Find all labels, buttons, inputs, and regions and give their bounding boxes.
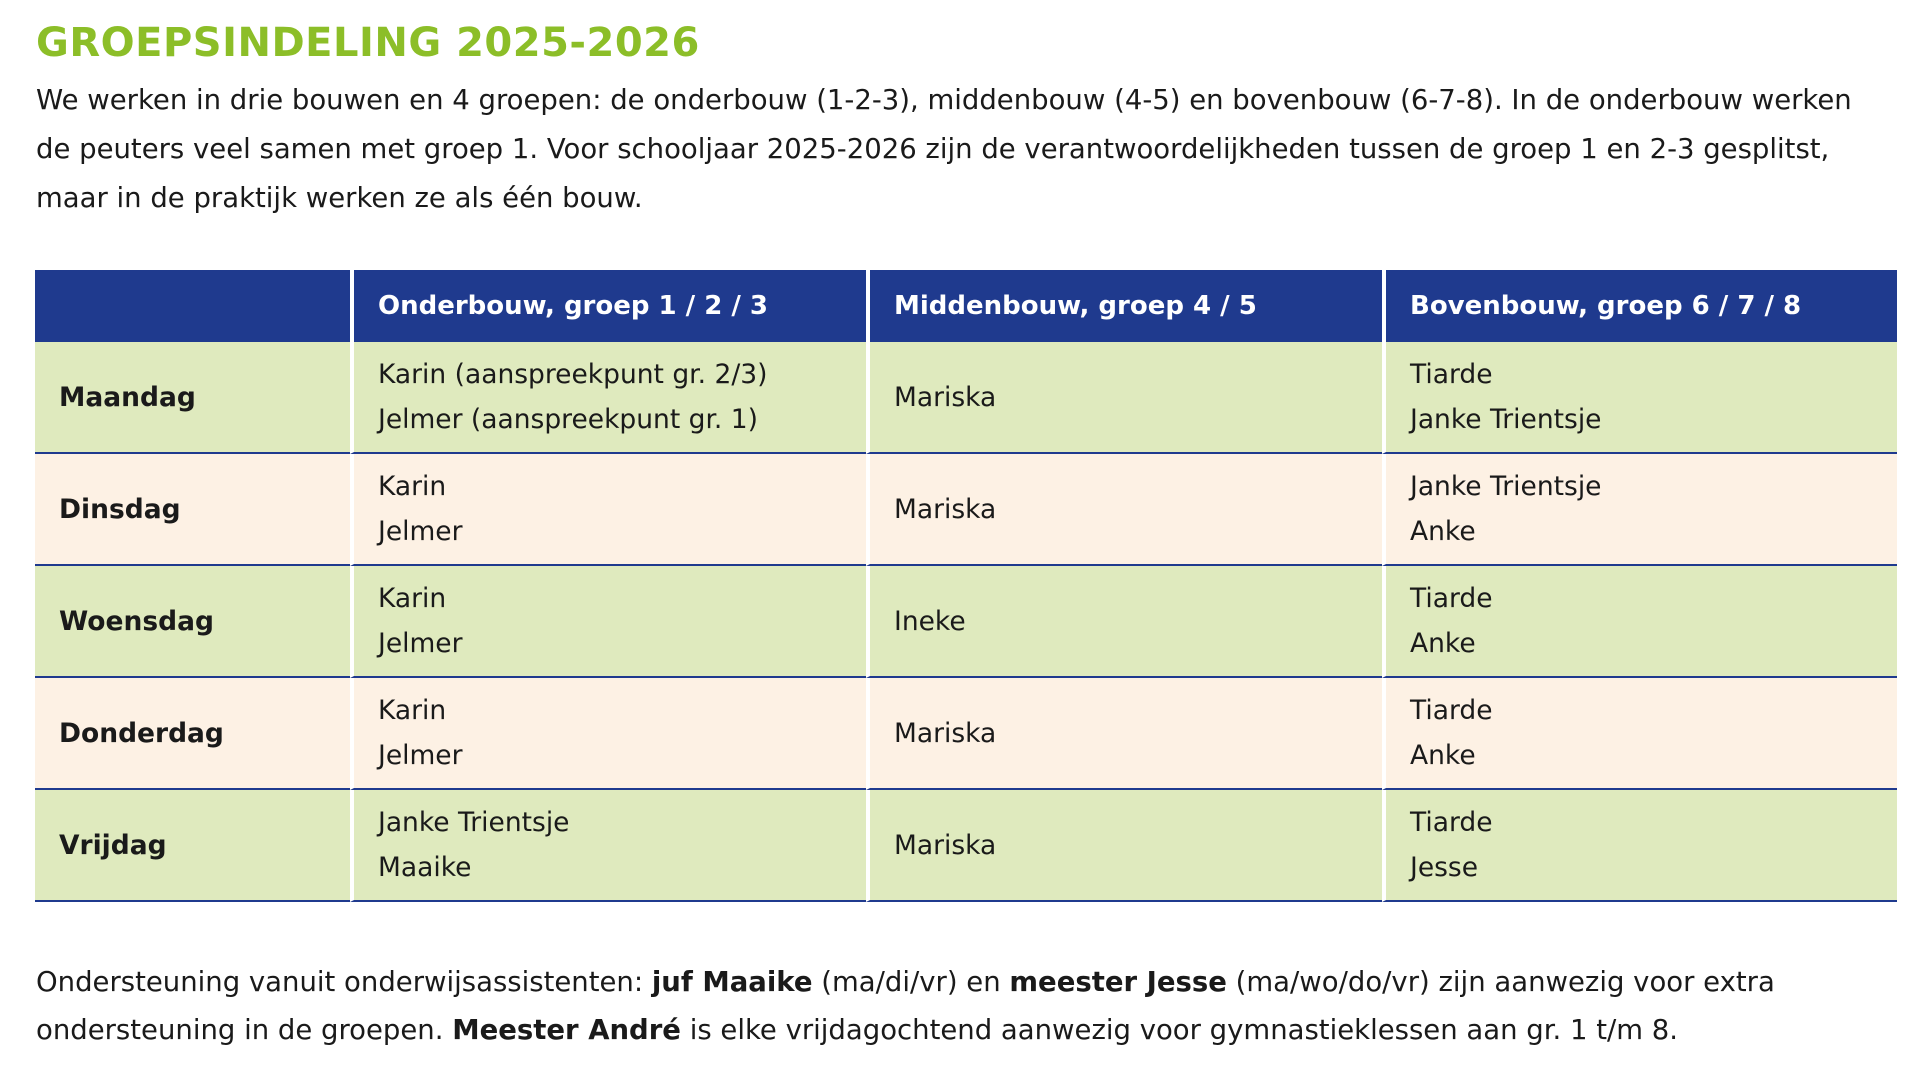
header-cell-bovenbouw: Bovenbouw, groep 6 / 7 / 8 — [1382, 270, 1897, 342]
teacher-name: Mariska — [894, 381, 997, 413]
table-row — [35, 454, 1897, 566]
bovenbouw-cell — [1382, 566, 1897, 678]
teacher-name: Anke — [1410, 740, 1476, 771]
header-cell-onderbouw: Onderbouw, groep 1 / 2 / 3 — [350, 270, 866, 342]
day-cell: Maandag — [35, 342, 350, 454]
teacher-name: Jelmer — [378, 740, 463, 771]
support-name-andre: Meester André — [452, 1014, 681, 1046]
teacher-name: Karin (aanspreekpunt gr. 2/3) — [378, 359, 768, 390]
onderbouw-cell — [350, 678, 866, 790]
teacher-name: Janke Trientsje — [1410, 471, 1602, 502]
table-row — [35, 678, 1897, 790]
support-name-maaike: juf Maaike — [651, 966, 813, 998]
bovenbouw-cell — [1382, 790, 1897, 902]
intro-paragraph: We werken in drie bouwen en 4 groepen: de onderbouw (1-2-3), middenbouw (4-5) en bovenbouw (6-7-8). In de onderbouw werken de peuters veel samen met groep 1. Voor schooljaar 2025-2026 zijn de verantwoordelijkheden tussen de groep 1 en 2-3 gesplitst, maar in de praktijk werken ze als één bouw. — [36, 84, 1852, 214]
bovenbouw-cell — [1382, 454, 1897, 566]
teacher-name: Jelmer (aanspreekpunt gr. 1) — [378, 404, 758, 435]
teacher-name: Mariska — [894, 717, 997, 749]
teacher-name: Anke — [1410, 628, 1476, 659]
teacher-name: Janke Trientsje — [1410, 404, 1602, 435]
teacher-name: Karin — [378, 583, 447, 614]
day-cell: Donderdag — [35, 678, 350, 790]
bovenbouw-cell — [1382, 342, 1897, 454]
support-text: (ma/wo/do/vr) zijn aanwezig voor extra ondersteuning in de groepen. — [36, 966, 1775, 1046]
teacher-name: Jesse — [1410, 852, 1479, 883]
day-cell: Vrijdag — [35, 790, 350, 902]
table-row — [35, 790, 1897, 902]
header-cell-middenbouw: Middenbouw, groep 4 / 5 — [866, 270, 1382, 342]
teacher-name: Ineke — [894, 605, 966, 637]
middenbouw-cell — [866, 454, 1382, 566]
teacher-name: Tiarde — [1410, 583, 1493, 614]
teacher-name: Karin — [378, 471, 447, 502]
middenbouw-cell — [866, 342, 1382, 454]
onderbouw-cell — [350, 454, 866, 566]
middenbouw-cell — [866, 790, 1382, 902]
table-row — [35, 342, 1897, 454]
schedule-table — [35, 270, 1897, 902]
teacher-name: Anke — [1410, 516, 1476, 547]
day-cell: Woensdag — [35, 566, 350, 678]
support-text: (ma/di/vr) en — [812, 966, 1010, 998]
onderbouw-cell — [350, 790, 866, 902]
support-text: Ondersteuning vanuit onderwijsassistenten: — [36, 966, 652, 998]
support-name-jesse: meester Jesse — [1009, 966, 1227, 998]
page-title: GROEPSINDELING 2025-2026 — [36, 20, 700, 66]
teacher-name: Jelmer — [378, 628, 463, 659]
table-header-row — [35, 270, 1897, 342]
teacher-name: Jelmer — [378, 516, 463, 547]
support-text: is elke vrijdagochtend aanwezig voor gymnastieklessen aan gr. 1 t/m 8. — [680, 1014, 1679, 1046]
onderbouw-cell — [350, 342, 866, 454]
teacher-name: Janke Trientsje — [378, 807, 570, 838]
table-row — [35, 566, 1897, 678]
header-cell-day — [35, 270, 350, 342]
support-paragraph — [36, 958, 1896, 1054]
teacher-name: Mariska — [894, 829, 997, 861]
teacher-name: Tiarde — [1410, 695, 1493, 726]
middenbouw-cell — [866, 678, 1382, 790]
onderbouw-cell — [350, 566, 866, 678]
bovenbouw-cell — [1382, 678, 1897, 790]
teacher-name: Karin — [378, 695, 447, 726]
middenbouw-cell — [866, 566, 1382, 678]
day-cell: Dinsdag — [35, 454, 350, 566]
teacher-name: Mariska — [894, 493, 997, 525]
teacher-name: Tiarde — [1410, 807, 1493, 838]
teacher-name: Maaike — [378, 852, 472, 883]
teacher-name: Tiarde — [1410, 359, 1493, 390]
